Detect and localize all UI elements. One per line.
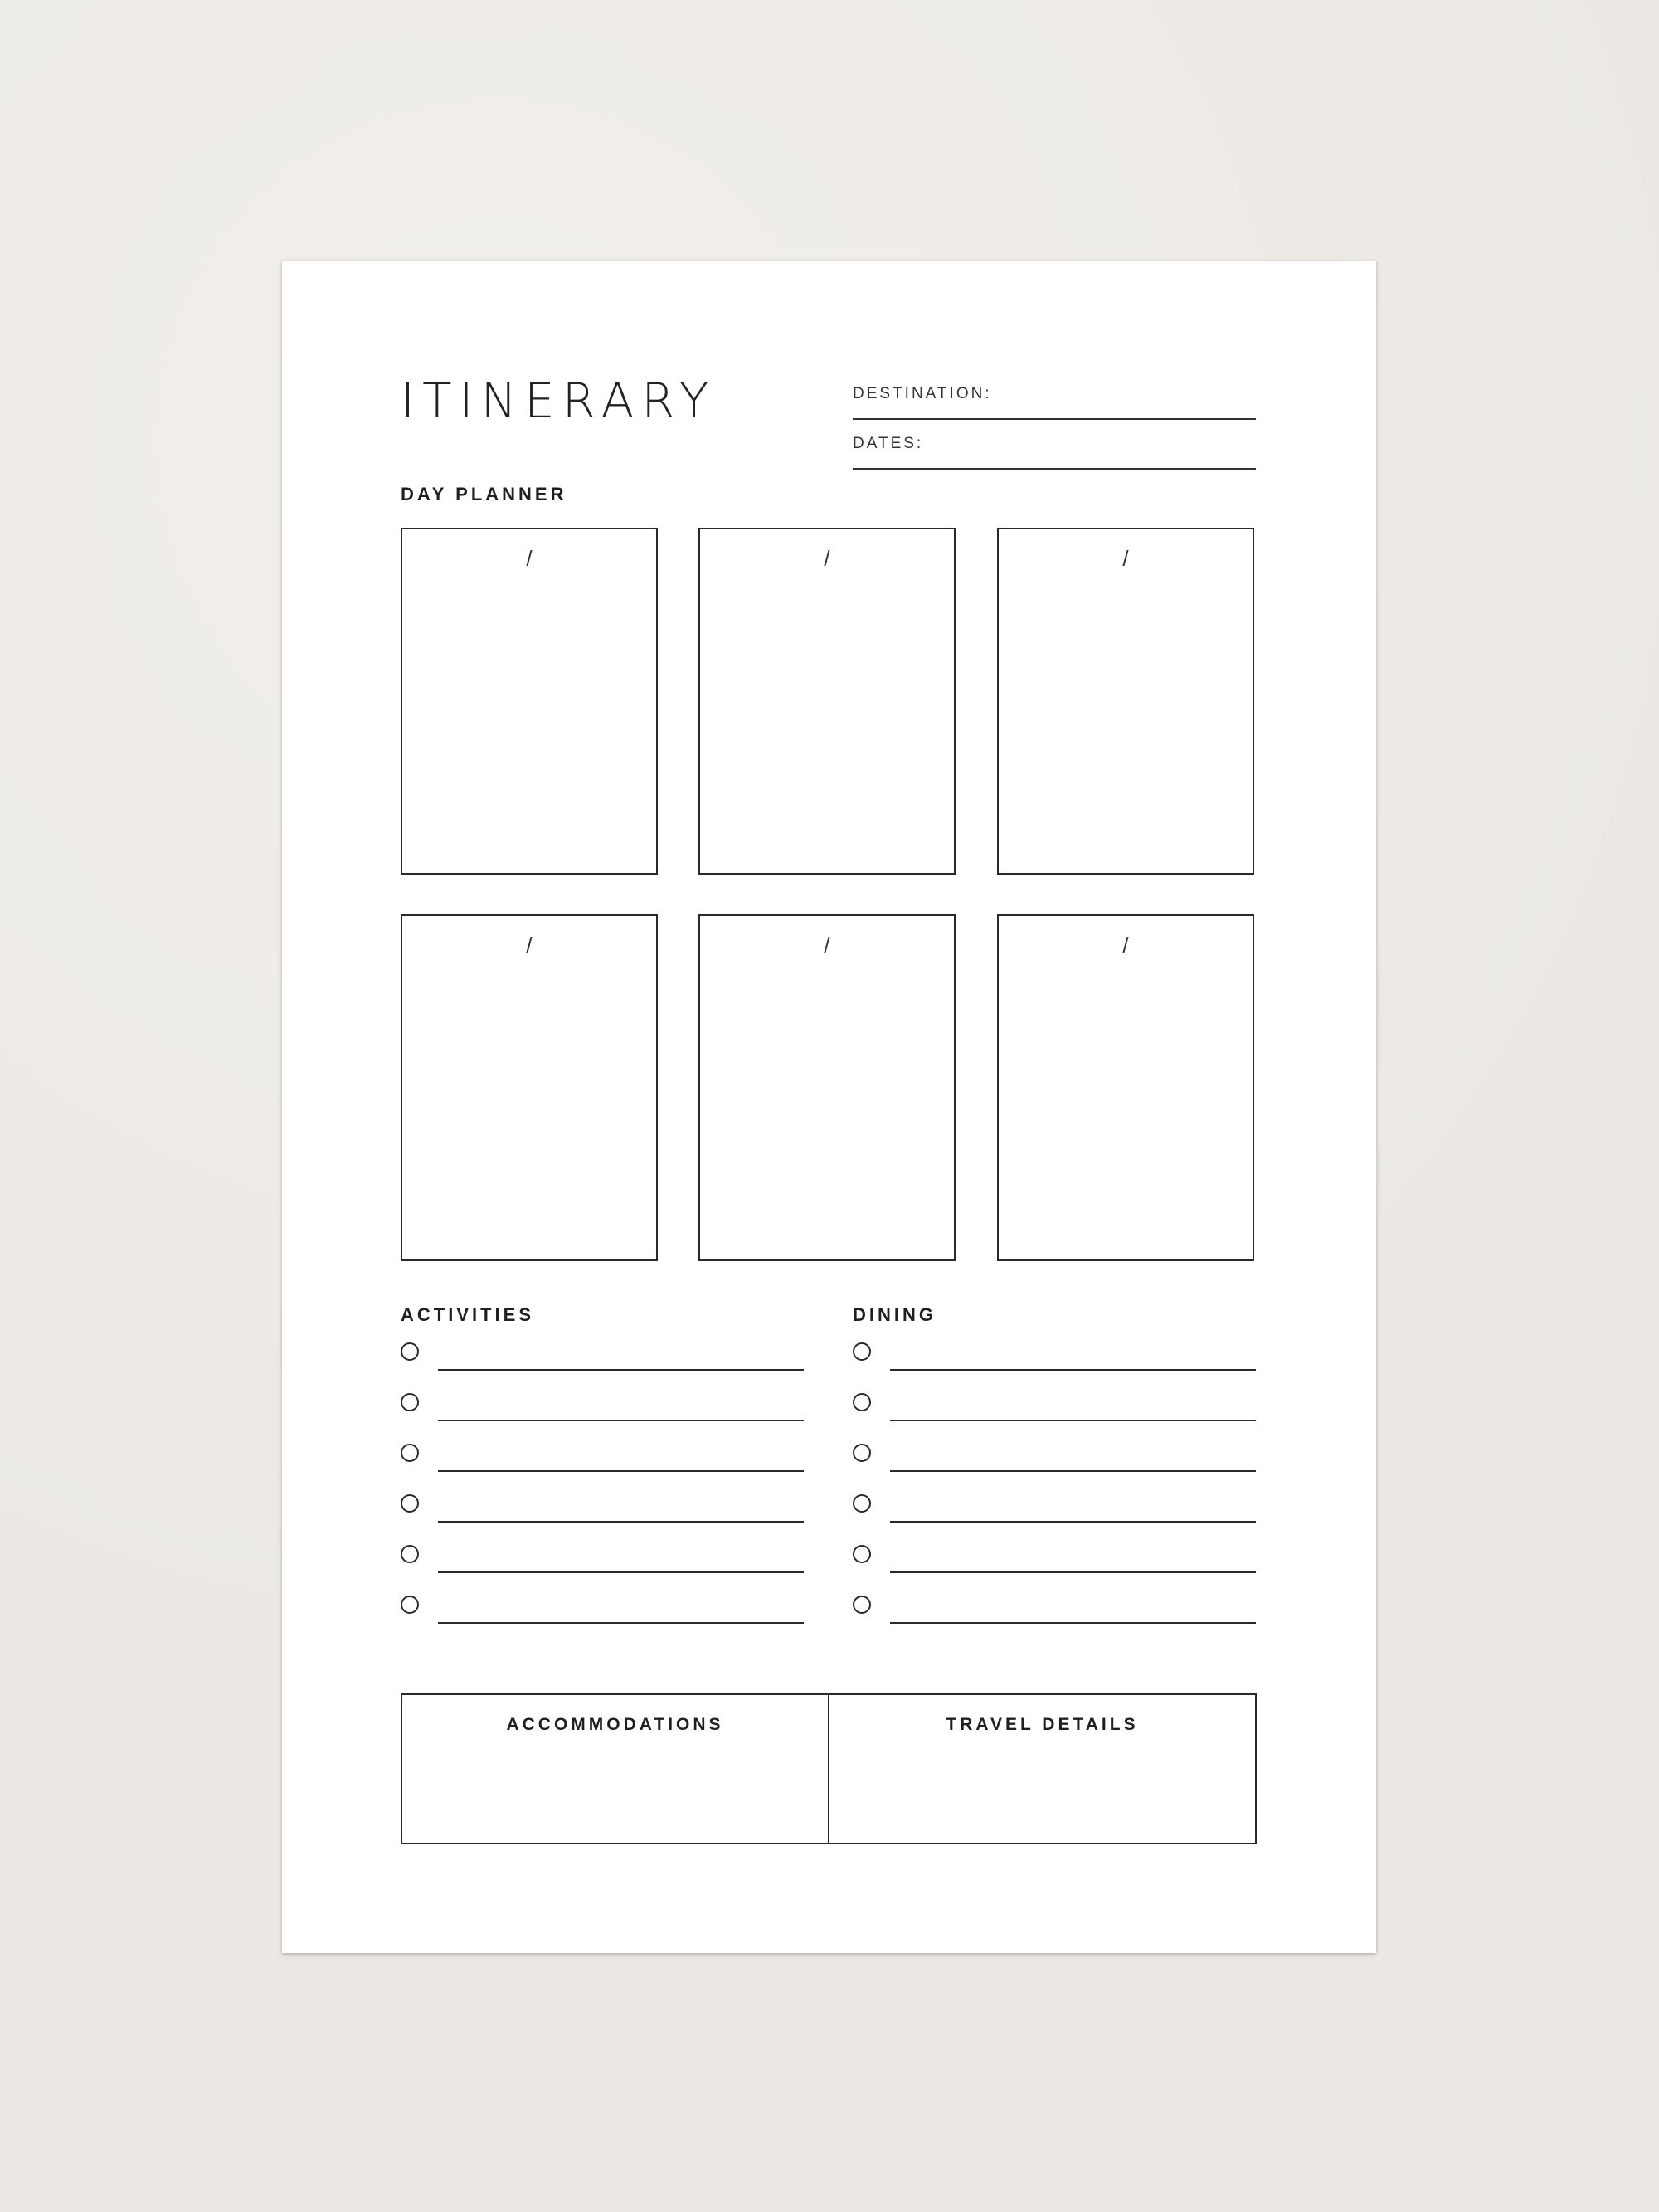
dining-write-line[interactable] [890, 1571, 1256, 1573]
activity-write-line[interactable] [438, 1571, 804, 1573]
dining-write-line[interactable] [890, 1470, 1256, 1472]
day-planner-heading: DAY PLANNER [401, 484, 567, 504]
date-separator: / [1122, 933, 1129, 957]
checkbox-circle-icon[interactable] [401, 1393, 419, 1411]
day-box-5[interactable] [698, 914, 956, 1261]
destination-label: DESTINATION: [853, 385, 992, 402]
activity-item[interactable] [401, 1339, 804, 1381]
activity-item[interactable] [401, 1390, 804, 1431]
dining-write-line[interactable] [890, 1420, 1256, 1421]
activity-item[interactable] [401, 1491, 804, 1532]
checkbox-circle-icon[interactable] [853, 1545, 871, 1563]
activity-write-line[interactable] [438, 1470, 804, 1472]
activities-heading: ACTIVITIES [401, 1304, 535, 1325]
activity-write-line[interactable] [438, 1622, 804, 1624]
checkbox-circle-icon[interactable] [853, 1596, 871, 1614]
dining-write-line[interactable] [890, 1521, 1256, 1523]
dining-heading: DINING [853, 1304, 937, 1325]
activity-write-line[interactable] [438, 1420, 804, 1421]
checkbox-circle-icon[interactable] [853, 1342, 871, 1361]
day-box-6[interactable] [997, 914, 1254, 1261]
date-separator: / [1122, 546, 1129, 571]
checkbox-circle-icon[interactable] [853, 1494, 871, 1513]
dining-item[interactable] [853, 1542, 1256, 1583]
dates-field[interactable] [853, 426, 1256, 470]
checkbox-circle-icon[interactable] [401, 1494, 419, 1513]
page-title: ITINERARY [401, 373, 717, 429]
day-box-4[interactable] [401, 914, 658, 1261]
checkbox-circle-icon[interactable] [401, 1342, 419, 1361]
travel-details-label: TRAVEL DETAILS [946, 1715, 1139, 1734]
bottom-details-box [401, 1693, 1257, 1844]
dining-write-line[interactable] [890, 1369, 1256, 1371]
dining-item[interactable] [853, 1440, 1256, 1482]
checkbox-circle-icon[interactable] [401, 1444, 419, 1462]
day-box-1[interactable] [401, 528, 658, 875]
dining-item[interactable] [853, 1339, 1256, 1381]
travel-details-cell[interactable] [828, 1695, 1255, 1843]
checkbox-circle-icon[interactable] [853, 1393, 871, 1411]
dining-item[interactable] [853, 1390, 1256, 1431]
dining-write-line[interactable] [890, 1622, 1256, 1624]
activity-item[interactable] [401, 1440, 804, 1482]
date-separator: / [526, 933, 533, 957]
date-separator: / [824, 933, 830, 957]
activity-write-line[interactable] [438, 1521, 804, 1523]
dates-label: DATES: [853, 435, 924, 452]
dining-item[interactable] [853, 1491, 1256, 1532]
checkbox-circle-icon[interactable] [401, 1596, 419, 1614]
accommodations-cell[interactable] [402, 1695, 828, 1843]
itinerary-sheet [282, 261, 1376, 1953]
day-box-3[interactable] [997, 528, 1254, 875]
date-separator: / [526, 546, 533, 571]
day-box-2[interactable] [698, 528, 956, 875]
checkbox-circle-icon[interactable] [853, 1444, 871, 1462]
accommodations-label: ACCOMMODATIONS [506, 1715, 724, 1734]
checkbox-circle-icon[interactable] [401, 1545, 419, 1563]
date-separator: / [824, 546, 830, 571]
activity-item[interactable] [401, 1592, 804, 1634]
dining-item[interactable] [853, 1592, 1256, 1634]
activity-write-line[interactable] [438, 1369, 804, 1371]
destination-field[interactable] [853, 377, 1256, 420]
activity-item[interactable] [401, 1542, 804, 1583]
